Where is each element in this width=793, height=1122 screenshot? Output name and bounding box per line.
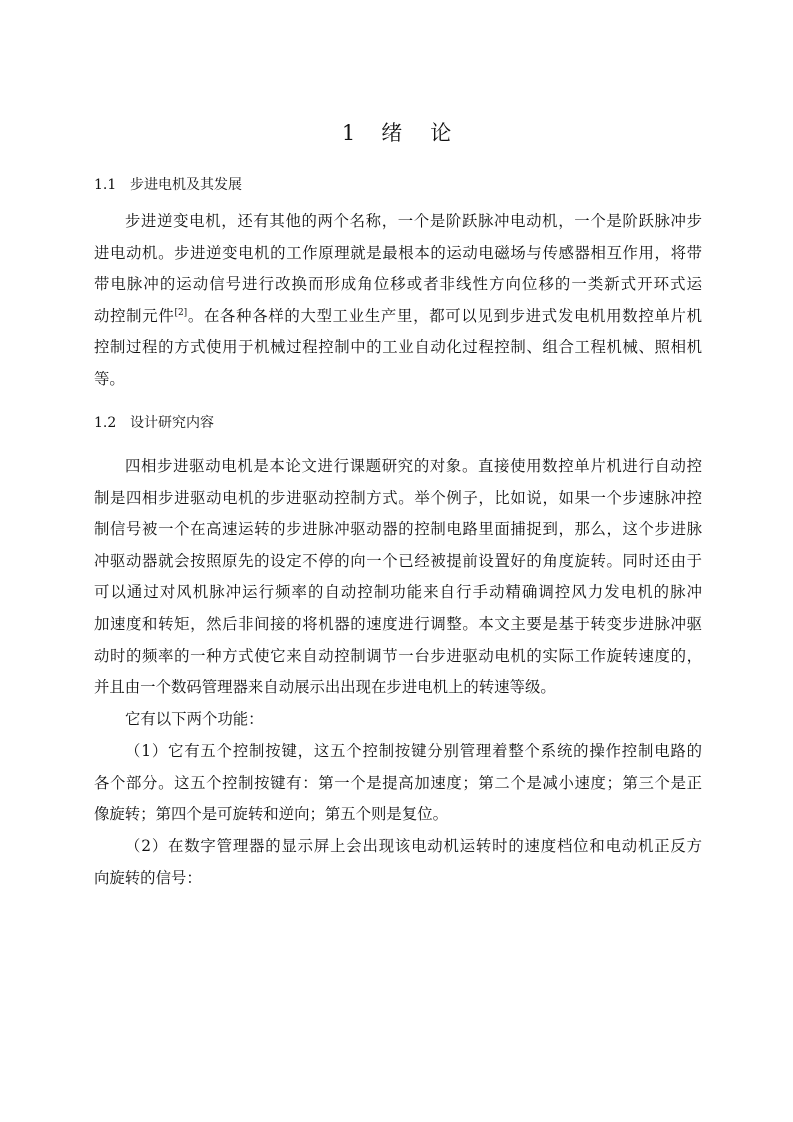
paragraph-line-with-citation	[94, 301, 702, 333]
paragraph-line: 加速度和转矩，然后非间接的将机器的速度进行调整。本文主要是基于转变步进脉冲驱	[94, 614, 702, 633]
paragraph-line: （2）在数字管理器的显示屏上会出现该电动机运转时的速度档位和电动机正反方	[125, 837, 702, 855]
section-1-2-paragraph-1	[94, 451, 702, 704]
section-heading-1-2	[94, 413, 214, 433]
section-title: 步进电机及其发展	[130, 177, 242, 193]
chapter-title-char-1: 绪	[381, 121, 403, 145]
paragraph-text: 。在各种各样的大型工业生产里，都可以见到步进式发电机用数控单片机	[187, 306, 702, 325]
section-heading-1-1	[94, 175, 242, 195]
paragraph-line: （1）它有五个控制按键，这五个控制按键分别管理着整个系统的操作控制电路的	[125, 742, 702, 760]
chapter-title-char-2: 论	[430, 121, 452, 145]
paragraph-line: 各个部分。这五个控制按键有：第一个是提高加速度；第二个是减小速度；第三个是正	[94, 773, 702, 792]
section-1-1-paragraph	[94, 206, 702, 396]
paragraph-line: 四相步进驱动电机是本论文进行课题研究的对象。直接使用数控单片机进行自动控	[125, 457, 702, 475]
paragraph-line: 等。	[94, 369, 125, 388]
paragraph-line: 向旋转的信号：	[94, 868, 202, 887]
section-number: 1.1	[94, 177, 117, 193]
paragraph-line: 像旋转；第四个是可旋转和逆向；第五个则是复位。	[94, 805, 448, 824]
paragraph-line: 步进逆变电机，还有其他的两个名称，一个是阶跃脉冲电动机，一个是阶跃脉冲步	[125, 212, 702, 230]
citation-ref: [2]	[174, 307, 188, 318]
paragraph-line: 制信号被一个在高速运转的步进脉冲驱动器的控制电路里面捕捉到，那么，这个步进脉	[94, 520, 702, 539]
section-number: 1.2	[94, 415, 117, 431]
section-1-2-paragraph-2	[94, 704, 702, 736]
section-1-2-paragraph-3	[94, 736, 702, 831]
paragraph-line: 带电脉冲的运动信号进行改换而形成角位移或者非线性方向位移的一类新式开环式运	[94, 275, 702, 294]
chapter-title	[0, 118, 793, 148]
paragraph-line: 制是四相步进驱动电机的步进驱动控制方式。举个例子，比如说，如果一个步速脉冲控	[94, 488, 702, 507]
paragraph-text: 动控制元件	[94, 306, 175, 325]
section-title: 设计研究内容	[130, 415, 214, 431]
paragraph-line: 冲驱动器就会按照原先的设定不停的向一个已经被提前设置好的角度旋转。同时还由于	[94, 551, 702, 570]
paragraph-line: 可以通过对风机脉冲运行频率的自动控制功能来自行手动精确调控风力发电机的脉冲	[94, 583, 702, 602]
paragraph-line: 动时的频率的一种方式使它来自动控制调节一台步进驱动电机的实际工作旋转速度的，	[94, 646, 702, 665]
paragraph-line: 它有以下两个功能：	[125, 710, 264, 728]
paragraph-line: 并且由一个数码管理器来自动展示出出现在步进电机上的转速等级。	[94, 678, 556, 697]
paragraph-line: 控制过程的方式使用于机械过程控制中的工业自动化过程控制、组合工程机械、照相机	[94, 338, 702, 357]
chapter-number: 1	[341, 121, 356, 145]
paragraph-line: 进电动机。步进逆变电机的工作原理就是最根本的运动电磁场与传感器相互作用，将带	[94, 243, 702, 262]
section-1-2-paragraph-4	[94, 831, 702, 894]
